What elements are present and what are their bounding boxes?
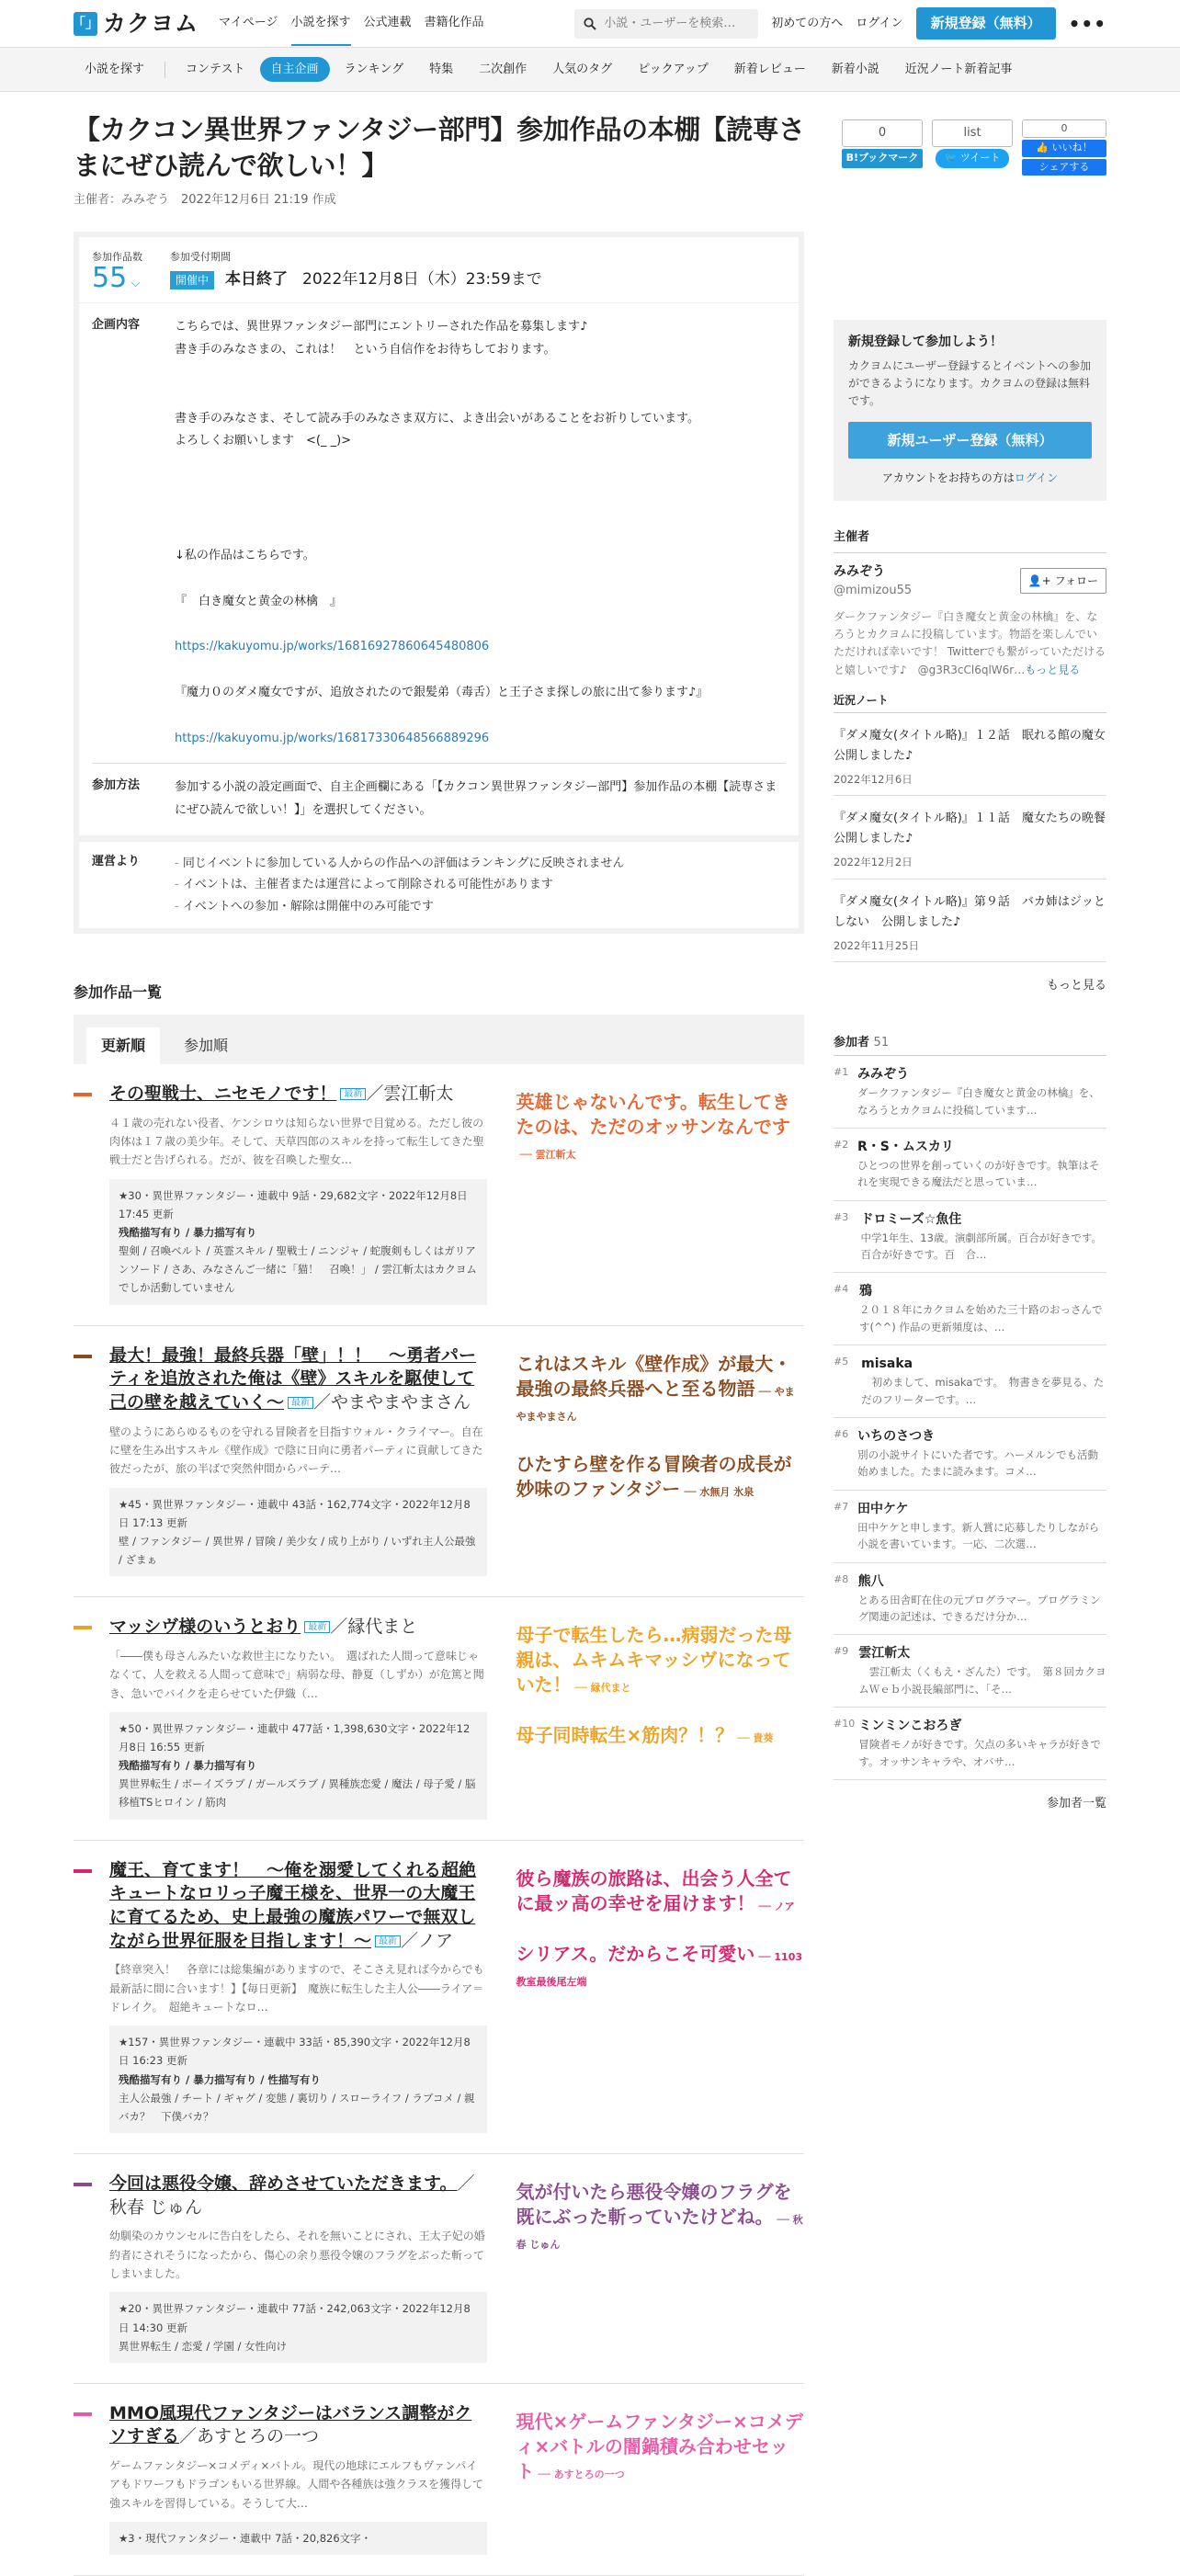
work-description: 「――僕も母さんみたいな救世主になりたい。 選ばれた人間って意味じゃなくて、人を救える人間って意味で」病弱な母、静夏（しずか）が危篤と聞き、急いでバイクを走らせていた伊織（…	[109, 1649, 484, 1700]
work-link[interactable]: https://kakuyomu.jp/works/16816927860645480806	[175, 640, 490, 654]
catch-author-name: 縁代まと	[590, 1682, 631, 1695]
top-nav	[219, 1, 484, 47]
catchphrase	[516, 2180, 805, 2254]
new-badge: 最新	[304, 1621, 330, 1633]
login-prefix: アカウントをお持ちの方は	[881, 471, 1015, 485]
participant-desc: 冒険者モノが好きです。欠点の多いキャラが好きです。オッサンキャラや、オバサ…	[858, 1738, 1101, 1768]
organizer-more-link[interactable]: もっと見る	[1025, 663, 1081, 676]
join-text: 参加する小説の設定画面で、自主企画欄にある「【カクコン異世界ファンタジー部門】参加作品の本棚【読専さまにぜひ読んで欲しい！】」を選択してください。	[175, 780, 777, 818]
work-item	[74, 2154, 804, 2384]
register-button[interactable]: 新規登録（無料）	[916, 7, 1056, 40]
content-line	[175, 568, 708, 591]
work-description: ゲームファンタジー×コメディ×バトル。現代の地球にエルフもヴァンパイアもドワーフもドラゴンもいる世界線。人間や各種族は強クラスを獲得して強スキルを習得している。そうして大…	[109, 2459, 484, 2510]
more-menu-icon[interactable]: •••	[1068, 12, 1106, 35]
notes-list	[834, 713, 1118, 962]
entry-count[interactable]: 55	[92, 262, 128, 295]
participant-rank: #10	[834, 1718, 856, 1731]
organizer-name[interactable]: みみぞう	[834, 563, 885, 579]
participant-desc: ひとつの世界を創っていくのが好きです。執筆はそれを実現できる魔法だと思っていま…	[857, 1158, 1100, 1189]
catch-text: ひたすら壁を作る冒険者の成長が妙味のファンタジー	[516, 1452, 792, 1500]
catch-author-name: やまやまやまさん	[516, 1385, 795, 1423]
content-line	[175, 385, 708, 408]
subnav-reviews[interactable]: 新着レビュー	[733, 62, 806, 76]
follow-user-icon: 👤+	[1027, 573, 1051, 587]
event-info-card	[74, 232, 804, 841]
participant-name[interactable]: みみぞう	[857, 1067, 909, 1083]
catch-author-name: 雲江斬太	[535, 1149, 576, 1162]
participant-name[interactable]: 田中ケケ	[857, 1501, 909, 1516]
work-item	[74, 1326, 804, 1598]
period-label: 参加受付期間	[170, 250, 231, 263]
work-item	[74, 1841, 804, 2154]
notes-more-link[interactable]: もっと見る	[1046, 979, 1106, 993]
content-line: ↓私の作品はこちらです。	[175, 549, 315, 563]
work-tags: 主人公最強 / チート / ギャグ / 変態 / 裏切り / スローライフ / ラブコメ / 親バカ？ 下僕バカ？	[119, 2091, 475, 2123]
note-item[interactable]	[834, 713, 1118, 796]
content-line: こちらでは、異世界ファンタジー部門にエントリーされた作品を募集します♪	[175, 320, 588, 335]
participant-name[interactable]: 熊八	[857, 1573, 884, 1589]
tab-updated[interactable]: 更新順	[86, 1027, 160, 1064]
work-warnings: 残酷描写有り / 暴力描写有り	[119, 1226, 257, 1240]
content-line: 書き手のみなさまの、これは！ という自信作をお待ちしております。	[175, 342, 556, 357]
notes-heading: 近況ノート	[834, 692, 1106, 713]
subnav-user-events[interactable]: 自主企画	[260, 57, 330, 83]
participant-item[interactable]	[834, 1129, 1106, 1201]
work-color-mark	[74, 2412, 92, 2416]
nav-mypage[interactable]: マイページ	[219, 15, 278, 29]
work-author-link[interactable]: ／ノア	[401, 1930, 454, 1951]
participant-name[interactable]: ミンミンこおろぎ	[858, 1719, 962, 1734]
works-list	[74, 1064, 804, 2576]
tab-joined[interactable]: 参加順	[169, 1027, 243, 1064]
work-meta	[109, 1179, 487, 1305]
work-color-mark	[74, 1355, 92, 1358]
work-meta	[109, 2522, 487, 2555]
works-section-title: 参加作品一覧	[74, 983, 163, 1002]
nav-find-novels[interactable]: 小説を探す	[291, 1, 351, 47]
work-title-link[interactable]: 今回は悪役令嬢、辞めさせていただきます。	[109, 2173, 458, 2194]
participant-desc: ダークファンタジー『白き魔女と黄金の林檎』を、なろうとカクヨムに投稿しています…	[857, 1086, 1100, 1117]
operator-note: - 同じイベントに参加している人からの作品への評価はランキングに反映されません	[175, 853, 624, 874]
note-date: 2022年12月2日	[834, 856, 913, 869]
nav-official[interactable]: 公式連載	[363, 15, 412, 29]
works-tabs	[74, 1015, 804, 1064]
work-author-link[interactable]: ／あすとろの一つ	[179, 2426, 320, 2447]
work-meta	[109, 2026, 487, 2133]
participant-desc: 別の小説サイトにいた者です。ハーメルンでも活動始めました。たまに読みます。コメ…	[857, 1448, 1099, 1479]
work-author-link[interactable]: ／雲江斬太	[366, 1084, 454, 1105]
participant-desc: ２０１８年にカクヨムを始めた三十路のおっさんです(^^) 作品の更新頻度は、…	[858, 1303, 1103, 1333]
work-tags: 異世界転生 / 恋愛 / 学園 / 女性向け	[119, 2339, 288, 2353]
tweet-label: ツイート	[959, 152, 1001, 164]
catch-text: シリアス。だからこそ可愛い	[516, 1942, 755, 1965]
work-stats: ★157・異世界ファンタジー・連載中 33話・85,390文字・2022年12月8日 16:23 更新	[119, 2036, 471, 2068]
catchphrase	[516, 1352, 805, 1426]
note-item[interactable]	[834, 879, 1106, 962]
work-link[interactable]: https://kakuyomu.jp/works/16817330648566889296	[175, 731, 490, 745]
catchphrase	[516, 1723, 805, 1748]
subnav-fanfic[interactable]: 二次創作	[479, 62, 528, 76]
work-warnings: 残酷描写有り / 暴力描写有り	[119, 1759, 257, 1773]
catch-author-name: 貴葵	[753, 1732, 774, 1745]
work-stats: ★20・異世界ファンタジー・連載中 77話・242,063文字・2022年12月8日 14:30 更新	[119, 2302, 471, 2334]
operator-note: - イベントは、主催者または運営によって削除される可能性があります	[175, 874, 624, 895]
catch-author: ── 雲江斬太	[519, 1149, 576, 1162]
catch-author: ── 貴葵	[737, 1732, 774, 1745]
catchphrase	[516, 1623, 805, 1697]
subnav-new-novels[interactable]: 新着小説	[831, 62, 879, 76]
work-author-link[interactable]: ／秋春 じゅん	[109, 2173, 475, 2218]
new-badge: 最新	[288, 1397, 313, 1409]
catch-author-name: 水無月 氷泉	[699, 1485, 755, 1498]
note-title[interactable]: 『ダメ魔女(タイトル略)』第９話 バカ姉はジッとしない 公開しました♪	[834, 894, 1106, 929]
catchphrase	[516, 1090, 805, 1164]
participant-name[interactable]: misaka	[861, 1356, 913, 1372]
subnav-pickup[interactable]: ピックアップ	[638, 62, 709, 76]
catchphrase	[516, 2410, 805, 2484]
participant-item[interactable]	[834, 1708, 1106, 1780]
subnav-notes[interactable]: 近況ノート新着記事	[904, 62, 1013, 76]
work-item	[74, 2384, 804, 2576]
catch-text: 彼ら魔族の旅路は、出会う人全てに最ッ高の幸せを届けます！	[516, 1867, 792, 1914]
hatena-bookmark-button[interactable]: B!ブックマーク	[842, 149, 923, 168]
content-line: 『 白き魔女と黄金の林檎 』	[175, 594, 343, 608]
work-tags: 壁 / ファンタジー / 異世界 / 冒険 / 美少女 / 成り上がり / いずれ主人公最強 / ざまぁ	[119, 1534, 476, 1567]
catch-author: ── あすとろの一つ	[538, 2468, 625, 2480]
operator-note: - イベントへの参加・解除は開催中のみ可能です	[175, 896, 624, 917]
content-line	[175, 362, 708, 385]
follow-label: フォロー	[1054, 573, 1098, 587]
participants-list	[834, 1056, 1106, 1780]
catch-author-name: ノア	[774, 1900, 795, 1912]
note-date: 2022年11月25日	[834, 938, 920, 952]
work-item	[74, 1064, 804, 1326]
list-count[interactable]: list	[932, 119, 1013, 147]
participant-item[interactable]	[834, 1056, 1106, 1129]
subnav-tags[interactable]: 人気のタグ	[552, 62, 613, 76]
participants-label: 参加者	[834, 1035, 870, 1050]
join-box	[834, 320, 1106, 501]
participants-count: 51	[873, 1035, 890, 1050]
organizer-heading: 主催者	[834, 528, 1106, 553]
participant-rank: #6	[834, 1428, 849, 1441]
participant-name[interactable]: R・S・ムスカリ	[857, 1139, 954, 1154]
top-bar	[0, 0, 1180, 48]
sidebar	[834, 92, 1118, 2576]
catch-author-name: 秋春 じゅん	[516, 2213, 803, 2251]
content-line: よろしくお願いします <(_ _)>	[175, 434, 352, 448]
participant-item[interactable]	[834, 1345, 1106, 1418]
content-line	[175, 613, 708, 636]
nav-books[interactable]: 書籍化作品	[424, 15, 484, 29]
note-title[interactable]: 『ダメ魔女(タイトル略)』１１話 魔女たちの晩餐 公開しました♪	[834, 811, 1118, 846]
work-title-link[interactable]: MMO風現代ファンタジーはバランス調整がクソすぎる	[109, 2402, 472, 2447]
participant-rank: #5	[834, 1356, 849, 1368]
fb-count: 0	[1022, 119, 1106, 138]
participant-rank: #1	[834, 1066, 849, 1079]
new-badge: 最新	[375, 1935, 401, 1947]
work-description: 壁のようにあらゆるものを守れる冒険者を目指すウォル・クライマー。自在に壁を生み出すスキル《壁作成》で陰に日向に勇者パーティに貢献してきた彼だったが、旅の半ばで突然仲間からパーテ…	[109, 1424, 483, 1476]
content-line	[175, 659, 708, 682]
participant-item[interactable]	[834, 1563, 1106, 1636]
participant-item[interactable]	[834, 1201, 1106, 1274]
participant-rank: #8	[834, 1572, 849, 1585]
catch-text: 現代×ゲームファンタジー×コメディ×バトルの闇鍋積み合わせセット	[516, 2410, 803, 2482]
participant-desc: 雲江斬太（くもえ・ざんた）です。 第８回カクヨムＷｅｂ小説長編部門に、「そ…	[858, 1665, 1106, 1696]
hatena-count: 0	[842, 119, 923, 147]
work-title-link[interactable]: 最大！最強！最終兵器「壁」！！ ～勇者パーティを追放された俺は《壁》スキルを駆使して己の壁を越えていく～	[109, 1345, 477, 1413]
organizer-desc: ダークファンタジー『白き魔女と黄金の林檎』を、なろうとカクヨムに投稿しています。物語を楽しんでいただければ幸いです！ Twitterでも繋がっていただけると嬉しいです♪ @g3R3cCl6qlW6r…	[834, 610, 1106, 676]
work-color-mark	[74, 1626, 92, 1629]
participant-desc: 初めまして、misakaです。 物書きを夢見る、ただのフリーターです。…	[861, 1376, 1105, 1406]
catch-text: 母子同時転生×筋肉？！？	[516, 1724, 734, 1747]
signup-button[interactable]: 新規ユーザー登録（無料）	[848, 422, 1092, 460]
search-icon[interactable]	[584, 17, 596, 30]
catchphrase	[516, 1942, 805, 1992]
tweet-button[interactable]: 🐦 ツイート	[936, 149, 1009, 168]
work-tags: 異世界転生 / ボーイズラブ / ガールズラブ / 異種族恋愛 / 魔法 / 母子愛 / 脳移植TSヒロイン / 筋肉	[119, 1777, 476, 1810]
participant-item[interactable]	[834, 1491, 1106, 1563]
fb-like-label: いいね！	[1051, 142, 1093, 153]
byline: 主催者：みみぞう 2022年12月6日 21:19 作成	[74, 193, 336, 208]
catch-author: ── 水無月 氷泉	[684, 1485, 755, 1498]
catch-author: ── やまやまやまさん	[516, 1385, 795, 1423]
content-line	[175, 522, 708, 545]
participant-rank: #3	[834, 1210, 849, 1223]
work-meta	[109, 2292, 487, 2362]
content-line: 書き手のみなさま、そして読み手のみなさま双方に、よき出会いがあることをお祈りしています。	[175, 411, 699, 426]
content-line	[175, 453, 708, 476]
work-warnings: 残酷描写有り / 暴力描写有り / 性描写有り	[119, 2072, 321, 2086]
search-input[interactable]	[604, 17, 742, 30]
catch-author: ── 秋春 じゅん	[516, 2213, 803, 2251]
logo-text: カクヨム	[103, 9, 199, 37]
work-description: 【終章突入！ 各章には総集編がありますので、そこさえ見れば今からでも最新話に間に合います！】【毎日更新】 魔族に転生した主人公――ライア＝ドレイク。 超絶キュートなロ…	[109, 1963, 484, 2014]
beginner-link[interactable]: 初めての方へ	[771, 16, 844, 30]
side-login-link[interactable]: ログイン	[1014, 471, 1059, 485]
participant-item[interactable]	[834, 1418, 1106, 1491]
work-tags: 聖剣 / 召喚ベルト / 英霊スキル / 聖戦士 / ニンジャ / 蛇腹剣もしくはガリアンソード / さあ、みなさんご一緒に「猫！ 召喚！」 / 雲江斬太はカクヨムでしか活動していません	[119, 1244, 477, 1295]
catch-text: 気が付いたら悪役令嬢のフラグを既にぶった斬っていたけどね。	[516, 2180, 792, 2228]
logo-mark-icon: 「」	[74, 12, 97, 36]
organizer-id: @mimizou55	[834, 583, 913, 597]
work-title-link[interactable]: 魔王、育てます！ ～俺を溺愛してくれる超絶キュートなロリっ子魔王様を、世界一の大魔王に育てるため、史上最強の魔族パワーで無双しながら世界征服を目指します！～	[109, 1859, 477, 1951]
chevron-down-icon[interactable]: ⌵	[130, 277, 141, 291]
join-title: 新規登録して参加しよう！	[848, 335, 1003, 349]
search-box	[574, 9, 758, 39]
work-author-link[interactable]: ／やまやまやまさん	[313, 1391, 471, 1413]
share-buttons	[831, 119, 1106, 176]
participant-name[interactable]: ドロミーズ☆魚住	[860, 1211, 962, 1227]
subnav-contest[interactable]: コンテスト	[186, 62, 245, 76]
new-badge: 最新	[340, 1088, 366, 1100]
work-stats: ★50・異世界ファンタジー・連載中 477話・1,398,630文字・2022年12月8日 16:55 更新	[119, 1721, 471, 1754]
content-line	[175, 705, 708, 728]
content-line	[175, 476, 708, 499]
participants-heading	[834, 1034, 1106, 1057]
catch-author: ── ノア	[758, 1900, 795, 1912]
catch-author: ── 縁代まと	[574, 1682, 631, 1695]
fb-like-button[interactable]: 👍 いいね！	[1022, 140, 1106, 157]
catch-author: ── 1103教室最後尾左端	[516, 1950, 803, 1988]
participant-name[interactable]: 鴉	[858, 1284, 872, 1299]
work-title-link[interactable]: マッシヴ様のいうとおり	[109, 1617, 301, 1638]
content-text	[175, 316, 708, 750]
join-label: 参加方法	[92, 778, 141, 793]
follow-button[interactable]	[1020, 568, 1106, 594]
page-title: 【カクコン異世界ファンタジー部門】参加作品の本棚【読専さまにぜひ読んで欲しい！】	[74, 114, 805, 182]
fb-share-button[interactable]: シェアする	[1022, 159, 1106, 176]
status-badge: 開催中	[170, 271, 214, 289]
participant-item[interactable]	[834, 1635, 1106, 1708]
participant-item[interactable]	[834, 1273, 1106, 1345]
join-text: カクヨムにユーザー登録するとイベントへの参加ができるようになります。カクヨムの登録は無料です。	[848, 359, 1092, 408]
catch-text: 母子で転生したら…病弱だった母親は、ムキムキマッシヴになっていた！	[516, 1624, 792, 1697]
participant-rank: #2	[834, 1138, 849, 1151]
work-color-mark	[74, 1869, 92, 1873]
work-stats: ★30・異世界ファンタジー・連載中 9話・29,682文字・2022年12月8日 17:45 更新	[119, 1188, 468, 1220]
work-item	[74, 1597, 804, 1840]
end-date: 2022年12月8日（木）23:59まで	[302, 270, 542, 289]
participants-more-link[interactable]: 参加者一覧	[1046, 1796, 1106, 1810]
work-description: ４１歳の売れない役者、ケンシロウは知らない世界で目覚める。ただし彼の肉体は１７歳の美少年。そして、天草四郎のスキルを持って転生してきた聖戦士だと告げられる。だが、彼を召喚した聖女…	[109, 1116, 484, 1167]
note-item[interactable]	[834, 796, 1118, 879]
operator-label: 運営より	[92, 854, 141, 868]
work-stats: ★45・異世界ファンタジー・連載中 43話・162,774文字・2022年12月8日 17:13 更新	[119, 1497, 471, 1529]
work-meta	[109, 1488, 487, 1577]
work-title-link[interactable]: その聖戦士、ニセモノです！	[109, 1084, 337, 1105]
login-link[interactable]: ログイン	[856, 16, 903, 30]
catchphrase	[516, 1452, 805, 1502]
logo[interactable]	[74, 6, 199, 41]
subnav-find[interactable]: 小説を探す	[85, 62, 145, 76]
participant-desc: とある田舎町在住の元プログラマー。プログラミング関連の記述は、できるだけ分か…	[857, 1593, 1101, 1623]
content-line: 『魔力０のダメ魔女ですが、追放されたので銀髪弟（毒舌）と王子さま探しの旅に出て参ります♪』	[175, 686, 709, 700]
catch-text: これはスキル《壁作成》が最大・最強の最終兵器へと至る物語	[516, 1352, 792, 1400]
work-color-mark	[74, 2183, 92, 2186]
work-meta	[109, 1712, 487, 1820]
catchphrase	[516, 1867, 805, 1916]
participant-name[interactable]: いちのさつき	[857, 1429, 936, 1445]
catch-text: 英雄じゃないんです。転生してきたのは、ただのオッサンなんです	[516, 1091, 790, 1139]
work-color-mark	[74, 1093, 92, 1096]
participant-rank: #7	[834, 1500, 849, 1513]
content-line	[175, 499, 708, 522]
participant-name[interactable]: 雲江斬太	[858, 1646, 911, 1662]
main-column	[74, 92, 804, 2576]
participant-rank: #9	[834, 1645, 849, 1658]
subnav-feature[interactable]: 特集	[429, 62, 454, 76]
sub-nav	[0, 48, 1180, 92]
end-label: 本日終了	[225, 270, 289, 289]
participant-rank: #4	[834, 1283, 849, 1296]
work-author-link[interactable]: ／縁代まと	[330, 1617, 418, 1638]
count-label: 参加作品数	[92, 250, 142, 263]
catch-author-name: 1103教室最後尾左端	[516, 1950, 803, 1988]
subnav-ranking[interactable]: ランキング	[344, 62, 404, 76]
work-stats: ★3・現代ファンタジー・連載中 7話・20,826文字・	[119, 2532, 372, 2546]
work-description: 幼馴染のカウンセルに告白をしたら、それを無いことにされ、王太子妃の婚約者にされそうになったから、傷心の余り悪役令嬢のフラグをぶった斬ってしまいました。	[109, 2230, 485, 2281]
note-title[interactable]: 『ダメ魔女(タイトル略)』１２話 眠れる館の魔女 公開しました♪	[834, 728, 1118, 763]
note-date: 2022年12月6日	[834, 773, 913, 786]
participant-desc: 中学1年生、13歳。演劇部所属。百合が好きです。百合が好きです。百 合…	[860, 1231, 1102, 1262]
catch-author-name: あすとろの一つ	[553, 2468, 625, 2480]
operator-notes	[74, 841, 804, 934]
content-label: 企画内容	[92, 318, 141, 333]
participant-desc: 田中ケケと申します。新人賞に応募したりしながら小説を書いています。一応、二次選…	[857, 1520, 1100, 1551]
